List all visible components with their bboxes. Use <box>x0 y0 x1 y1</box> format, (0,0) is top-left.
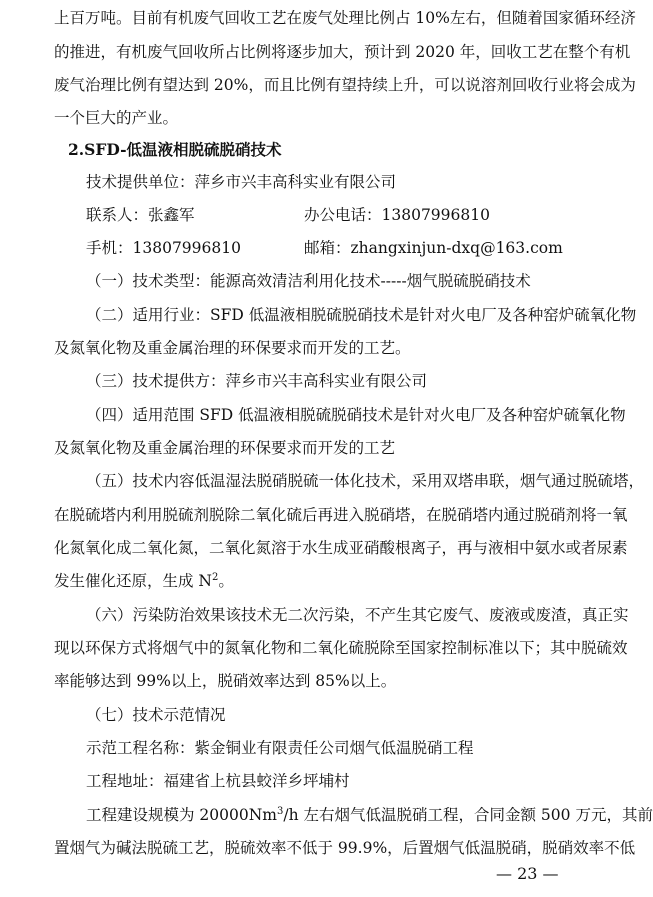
contact-row <box>86 200 614 230</box>
paragraph-line: （四）适用范围 SFD 低温液相脱硫脱硝技术是针对火电厂及各种窑炉硫氧化物 <box>86 406 626 424</box>
text-run: /h 左右烟气低温脱硝工程，合同金额 500 万元，其前 <box>283 806 653 824</box>
paragraph-line: 一个巨大的产业。 <box>54 109 179 127</box>
paragraph-line: 置烟气为碱法脱硫工艺，脱硫效率不低于 99.9%，后置烟气低温脱硝，脱硝效率不低 <box>54 839 636 857</box>
paragraph-line: 及氮氧化物及重金属治理的环保要求而开发的工艺。 <box>54 339 411 357</box>
text-run: 工程建设规模为 20000Nm <box>86 806 277 824</box>
paragraph-line <box>54 566 614 596</box>
paragraph-line: 上百万吨。目前有机废气回收工艺在废气处理比例占 10%左右，但随着国家循环经济 <box>54 9 636 27</box>
email-address: 邮箱：zhangxinjun-dxq@163.com <box>304 239 563 257</box>
contact-person: 联系人：张鑫军 <box>86 206 195 224</box>
paragraph-line <box>86 800 653 830</box>
text-run: 。 <box>218 572 234 590</box>
provider-line: 技术提供单位：萍乡市兴丰高科实业有限公司 <box>86 173 397 191</box>
text-run: 发生催化还原，生成 N <box>54 572 212 590</box>
paragraph-line: 废气治理比例有望达到 20%，而且比例有望持续上升，可以说溶剂回收行业将会成为 <box>54 76 636 94</box>
paragraph-line: （五）技术内容低温湿法脱硝脱硫一体化技术，采用双塔串联，烟气通过脱硫塔， <box>86 472 645 490</box>
page-number: — 23 — <box>496 864 559 883</box>
paragraph-line: （二）适用行业：SFD 低温液相脱硫脱硝技术是针对火电厂及各种窑炉硫氧化物 <box>86 306 637 324</box>
demo-name-line: 示范工程名称：紫金铜业有限责任公司烟气低温脱硝工程 <box>86 739 474 757</box>
paragraph-line: 的推进，有机废气回收所占比例将逐步加大，预计到 2020 年，回收工艺在整个有机 <box>54 43 631 61</box>
paragraph-line: （六）污染防治效果该技术无二次污染，不产生其它废气、废液或废渣，真正实 <box>86 606 629 624</box>
superscript: 2 <box>212 571 219 583</box>
mobile-email-row <box>86 233 614 263</box>
demo-address-line: 工程地址：福建省上杭县蛟洋乡坪埔村 <box>86 772 350 790</box>
paragraph-line: （三）技术提供方：萍乡市兴丰高科实业有限公司 <box>86 372 428 390</box>
paragraph-line: 及氮氧化物及重金属治理的环保要求而开发的工艺 <box>54 439 396 457</box>
paragraph-line: （七）技术示范情况 <box>86 706 226 724</box>
tech-type-line: （一）技术类型：能源高效清洁利用化技术-----烟气脱硫脱硝技术 <box>86 272 531 290</box>
section-heading: 2.SFD-低温液相脱硫脱硝技术 <box>68 140 282 159</box>
superscript: 3 <box>277 805 284 817</box>
paragraph-line: 化氮氧化成二氧化氮，二氧化氮溶于水生成亚硝酸根离子，再与液相中氨水或者尿素 <box>54 539 628 557</box>
paragraph-line: 率能够达到 99%以上，脱硝效率达到 85%以上。 <box>54 672 397 690</box>
paragraph-line: 现以环保方式将烟气中的氮氧化物和二氧化硫脱除至国家控制标准以下；其中脱硫效 <box>54 639 628 657</box>
mobile-phone: 手机：13807996810 <box>86 239 241 257</box>
paragraph-line: 在脱硫塔内利用脱硫剂脱除二氧化硫后再进入脱硝塔，在脱硝塔内通过脱硝剂将一氧 <box>54 506 628 524</box>
office-phone: 办公电话：13807996810 <box>304 206 490 224</box>
